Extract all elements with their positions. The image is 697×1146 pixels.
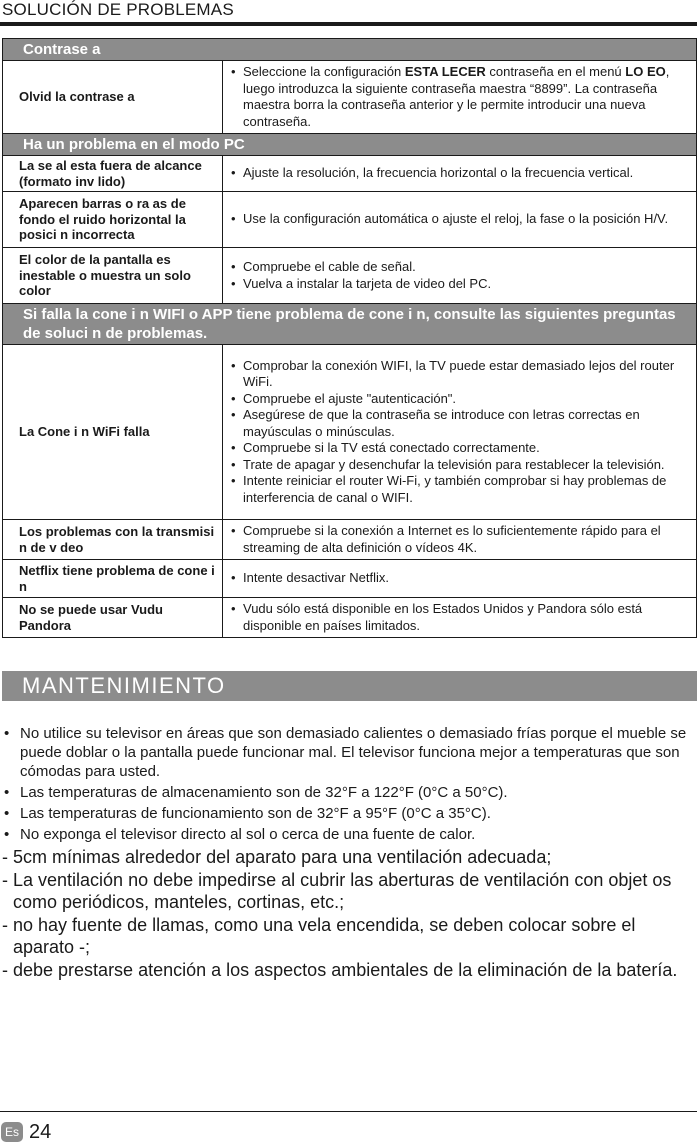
language-badge: Es bbox=[1, 1122, 23, 1142]
maintenance-header: MANTENIMIENTO bbox=[2, 671, 697, 701]
maintenance-dash-item: - 5cm mínimas alrededor del aparato para una ventilación adecuada; bbox=[2, 847, 552, 867]
problem-cell: El color de la pantalla es inestable o muestra un solo color bbox=[3, 248, 223, 304]
solution-item: • Trate de apagar y desenchufar la televisión para restablecer la televisión. bbox=[231, 457, 690, 474]
solution-item: • Intente reiniciar el router Wi-Fi, y también comprobar si hay problemas de interferencia de canal o WIFI. bbox=[231, 473, 690, 506]
footer-rule bbox=[0, 1111, 697, 1112]
problem-cell: Aparecen barras o ra as de fondo el ruido horizontal la posici n incorrecta bbox=[3, 192, 223, 248]
maintenance-bullet: • Las temperaturas de funcionamiento son de 32°F a 95°F (0°C a 35°C). bbox=[2, 804, 692, 823]
solution-item: • Vuelva a instalar la tarjeta de video del PC. bbox=[231, 276, 690, 293]
solution-cell bbox=[223, 192, 697, 248]
maintenance-dash-item: - La ventilación no debe impedirse al cubrir las aberturas de ventilación con objet os como periódicos, manteles, cortinas, etc.; bbox=[2, 870, 672, 912]
problem-cell: Los problemas con la transmisi n de v deo bbox=[3, 520, 223, 560]
section-header-wifi: Si falla la cone i n WIFI o APP tiene problema de cone i n, consulte las siguientes preguntas de soluci n de problemas. bbox=[3, 304, 697, 345]
problem-cell: La se al esta fuera de alcance (formato inv lido) bbox=[3, 156, 223, 192]
maintenance-dash-item: - no hay fuente de llamas, como una vela encendida, se deben colocar sobre el aparato -; bbox=[2, 915, 636, 957]
problem-cell: Netflix tiene problema de cone i n bbox=[3, 560, 223, 598]
solution-item: • Compruebe el cable de señal. bbox=[231, 259, 690, 276]
menu-name-lock: LO EO bbox=[625, 64, 666, 79]
solution-item: • Compruebe el ajuste "autenticación". bbox=[231, 391, 690, 408]
solution-cell bbox=[223, 560, 697, 598]
page-number: 24 bbox=[29, 1121, 52, 1143]
menu-name-setup: ESTA LECER bbox=[404, 64, 486, 79]
solution-item: • Comprobar la conexión WIFI, la TV puede estar demasiado lejos del router WiFi. bbox=[231, 358, 690, 391]
solution-item: • Seleccione la configuración ESTA LECER contraseña en el menú LO EO, luego introduzca la siguiente contraseña maestra “8899”. La contraseña maestra borra la contraseña anterior y le permite introducir una nueva contraseña. bbox=[231, 64, 690, 130]
solution-cell bbox=[223, 345, 697, 520]
maintenance-list bbox=[2, 724, 692, 982]
solution-item: • Use la configuración automática o ajuste el reloj, la fase o la posición H/V. bbox=[231, 211, 690, 228]
maintenance-bullet: • No exponga el televisor directo al sol o cerca de una fuente de calor. bbox=[2, 825, 692, 844]
solution-cell bbox=[223, 61, 697, 134]
troubleshooting-table bbox=[2, 38, 697, 638]
solution-cell bbox=[223, 598, 697, 638]
problem-cell: La Cone i n WiFi falla bbox=[3, 345, 223, 520]
page-title: SOLUCIÓN DE PROBLEMAS bbox=[2, 0, 234, 19]
solution-item: • Intente desactivar Netflix. bbox=[231, 570, 690, 587]
solution-cell bbox=[223, 520, 697, 560]
solution-cell bbox=[223, 248, 697, 304]
solution-item: • Ajuste la resolución, la frecuencia horizontal o la frecuencia vertical. bbox=[231, 165, 690, 182]
maintenance-dash-item: - debe prestarse atención a los aspectos ambientales de la eliminación de la batería. bbox=[2, 960, 678, 980]
section-header-pc-mode: Ha un problema en el modo PC bbox=[3, 134, 697, 156]
solution-item: • Compruebe si la conexión a Internet es lo suficientemente rápido para el streaming de alta definición o vídeos 4K. bbox=[231, 523, 690, 556]
solution-cell bbox=[223, 156, 697, 192]
title-rule bbox=[0, 22, 697, 26]
solution-item: • Compruebe si la TV está conectado correctamente. bbox=[231, 440, 690, 457]
maintenance-bullet: • No utilice su televisor en áreas que son demasiado calientes o demasiado frías porque el mueble se puede doblar o la pantalla puede funcionar mal. El televisor funciona mejor a temperaturas que son cómodas para usted. bbox=[2, 724, 692, 781]
problem-cell: Olvid la contrase a bbox=[3, 61, 223, 134]
problem-cell: No se puede usar Vudu Pandora bbox=[3, 598, 223, 638]
solution-item: • Asegúrese de que la contraseña se introduce con letras correctas en mayúsculas o minúsculas. bbox=[231, 407, 690, 440]
maintenance-bullet: • Las temperaturas de almacenamiento son de 32°F a 122°F (0°C a 50°C). bbox=[2, 783, 692, 802]
solution-item: • Vudu sólo está disponible en los Estados Unidos y Pandora sólo está disponible en países limitados. bbox=[231, 601, 690, 634]
section-header-password: Contrase a bbox=[3, 39, 697, 61]
